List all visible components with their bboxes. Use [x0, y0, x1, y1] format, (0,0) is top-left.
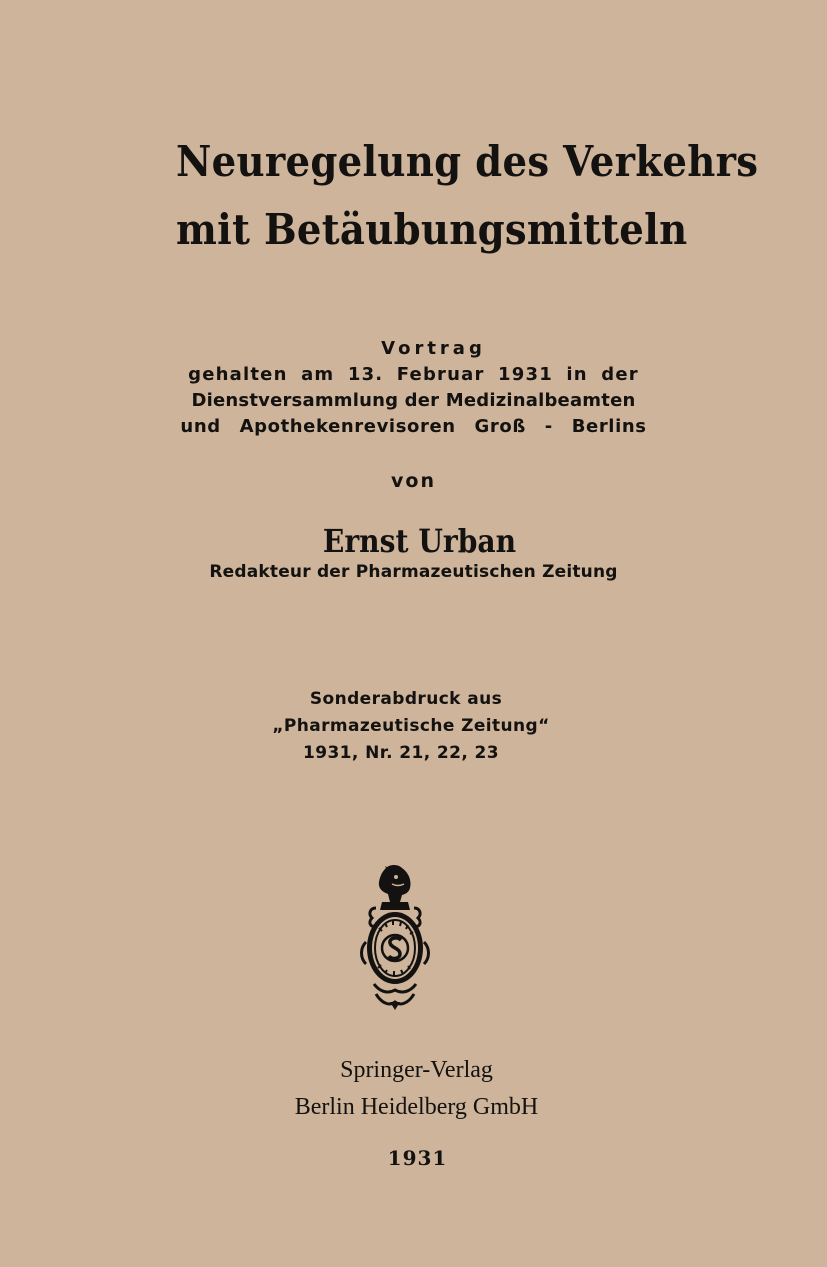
springer-horse-head-emblem-icon	[352, 862, 438, 1012]
publication-year: 1931	[387, 1146, 448, 1170]
lecture-desc-line-1: gehalten am 13. Februar 1931 in der	[188, 364, 639, 385]
lecture-desc-line-3: und Apothekenrevisoren Groß - Berlins	[180, 416, 647, 437]
author-role: Redakteur der Pharmazeutischen Zeitung	[209, 562, 618, 582]
lecture-desc-line-2: Dienstversammlung der Medizinalbeamten	[191, 390, 636, 411]
lecture-info	[0, 336, 827, 440]
reprint-line-1: Sonderabdruck aus	[309, 689, 503, 709]
book-title-line-2: mit Betäubungsmitteln	[176, 205, 688, 254]
publisher-name: Springer-Verlag	[340, 1057, 493, 1083]
book-title-line-1: Neuregelung des Verkehrs	[176, 137, 759, 186]
publisher-location: Berlin Heidelberg GmbH	[294, 1094, 539, 1120]
reprint-line-2: „Pharmazeutische Zeitung“	[272, 716, 550, 736]
book-title	[176, 128, 759, 264]
publisher-info	[0, 1052, 827, 1126]
author-name: Ernst Urban	[322, 522, 517, 560]
lecture-label: Vortrag	[381, 338, 486, 359]
reprint-line-3: 1931, Nr. 21, 22, 23	[303, 743, 499, 763]
by-label: von	[391, 470, 436, 492]
reprint-info	[0, 686, 827, 767]
